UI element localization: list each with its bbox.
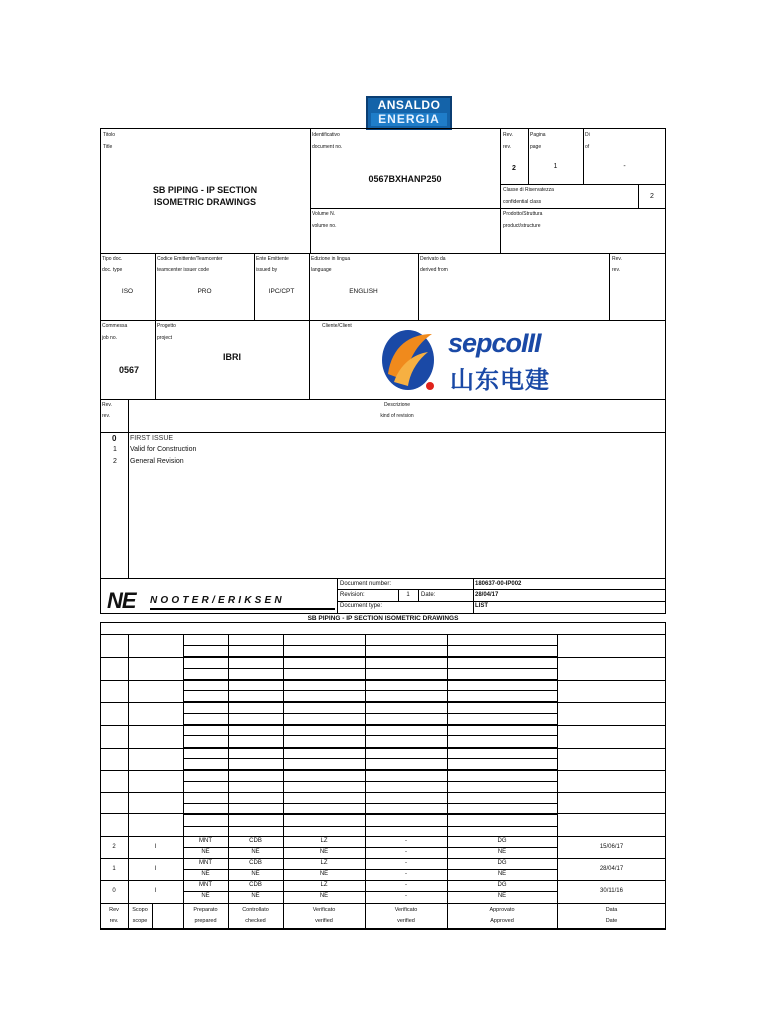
signoff-approved-2: NE [497, 871, 507, 877]
issued-by-label: issued by [256, 267, 278, 273]
grid-line [183, 713, 557, 714]
volume-no-label: volume no. [312, 223, 337, 229]
signoff-scope: I [154, 844, 157, 850]
job-no-label: job no. [102, 335, 118, 341]
signoff-prepared-2: NE [201, 849, 210, 855]
rev-label-en: rev. [503, 144, 511, 150]
grid-line [183, 792, 557, 793]
signoff-approved: DG [497, 860, 507, 866]
rev2-label-en: rev. [612, 267, 620, 273]
derived-from-label: derived from [420, 267, 448, 273]
signoff-verified-2: NE [319, 871, 329, 877]
rev-history-label-en: rev. [102, 413, 110, 419]
titolo-label: Titolo [103, 132, 116, 138]
signoff-verified-b: - [405, 838, 407, 844]
codice-label: Codice Emittente/Teamcenter [157, 256, 223, 262]
signoff-checked: CDB [249, 882, 262, 888]
grid-line [183, 803, 557, 804]
signoff-checked-2: NE [251, 893, 260, 899]
rev2-label: Rev. [612, 256, 622, 262]
doctype-value: LIST [475, 603, 488, 609]
doc-type-value: ISO [121, 288, 134, 295]
footer-scope-label: Scopo [132, 907, 148, 913]
grid-line [183, 690, 557, 691]
footer-scope-label-en: scope [132, 918, 148, 924]
grid-line [100, 634, 666, 635]
ansaldo-energia-logo [366, 96, 452, 130]
product-structure-label: product/structure [503, 223, 541, 229]
signoff-checked: CDB [249, 860, 262, 866]
signoff-checked-2: NE [251, 871, 260, 877]
footer-verified2-label-en: verified [397, 918, 415, 924]
job-no-value: 0567 [119, 365, 140, 375]
document-title: SB PIPING - IP SECTION ISOMETRIC DRAWINGS [152, 185, 258, 207]
revision-label: Revision: [340, 592, 365, 598]
date-value: 28/04/17 [475, 592, 499, 598]
grid-line [100, 929, 666, 930]
grid-line [100, 770, 666, 771]
page-value: 1 [553, 163, 558, 170]
revision-value: 1 [406, 592, 410, 598]
rev-0-desc: FIRST ISSUE [130, 435, 174, 442]
pagina-label: Pagina [530, 132, 546, 138]
edizione-label: Edizione in lingua [311, 256, 351, 262]
of-value: - [623, 163, 626, 170]
grid-line [183, 668, 557, 669]
signoff-verified-2: NE [319, 849, 329, 855]
doc-codes-row [100, 253, 666, 321]
footer-approved-label: Approvato [489, 907, 515, 913]
issuer-code-value: PRO [197, 288, 212, 295]
signoff-verified-2: NE [319, 893, 329, 899]
signoff-approved-2: NE [497, 849, 507, 855]
doctype-label: Document type: [340, 603, 383, 609]
grid-line [183, 656, 557, 657]
rev-0-number: 0 [112, 434, 117, 443]
rev-value: 2 [512, 165, 516, 172]
grid-line [100, 903, 666, 904]
grid-line [557, 634, 558, 929]
grid-line [183, 826, 557, 827]
revision-history-block [100, 399, 666, 579]
rev-label: Rev. [503, 132, 513, 138]
commessa-label: Commessa [102, 323, 128, 329]
rev-2-number: 2 [113, 458, 117, 465]
project-label: project [157, 335, 173, 341]
document-no-label: document no. [312, 144, 343, 150]
ne-logo: NE [107, 588, 136, 613]
grid-line [100, 725, 666, 726]
language-label: language [311, 267, 332, 273]
sepco-chinese-logo: 山东电建 [450, 367, 550, 394]
signoff-verified-b: - [405, 860, 407, 866]
signoff-scope: I [154, 866, 157, 872]
ente-label: Ente Emittente [256, 256, 289, 262]
rev-history-label: Rev. [102, 402, 112, 408]
grid-line [152, 903, 153, 929]
kind-of-revision-label: kind of revision [380, 413, 414, 419]
confidential-class-value: 2 [650, 193, 654, 200]
grid-line [183, 814, 557, 815]
identificativo-label: Identificativo [312, 132, 340, 138]
issued-by-value: IPC/CPT [268, 288, 295, 295]
prodotto-label: Prodotto/Struttura [503, 211, 543, 217]
signoff-checked-2: NE [251, 849, 260, 855]
rev-1-desc: Valid for Construction [130, 446, 197, 453]
grid-line [183, 769, 557, 770]
client-label: Cliente/Client [322, 323, 352, 329]
language-value: ENGLISH [349, 288, 378, 295]
grid-line [183, 781, 557, 782]
footer-verified2-label: Verificato [394, 907, 418, 913]
signoff-verified: LZ [320, 860, 328, 866]
project-value: IBRI [223, 352, 241, 362]
footer-checked-label: Controllato [242, 907, 269, 913]
grid-line [183, 724, 557, 725]
footer-checked-label-en: checked [245, 918, 266, 924]
signoff-date: 15/06/17 [599, 844, 624, 850]
signoff-rev: 1 [112, 866, 116, 872]
grid-line [100, 748, 666, 749]
footer-verified-label: Verificato [312, 907, 336, 913]
grid-line [128, 634, 129, 929]
signoff-prepared-2: NE [201, 871, 210, 877]
docnum-label: Document number: [340, 581, 392, 587]
docnum-value: 180637-00-IP002 [475, 581, 522, 587]
signoff-prepared-2: NE [201, 893, 210, 899]
sepco-logo-icon [380, 324, 440, 394]
signoff-prepared: MNT [199, 838, 212, 844]
logo-line2: ENERGIA [371, 113, 447, 126]
doc-type-label: doc. type [102, 267, 123, 273]
confidential-class-label: confidential class [503, 199, 542, 205]
signoff-date: 28/04/17 [599, 866, 624, 872]
grid-line [100, 702, 666, 703]
signoff-approved: DG [497, 838, 507, 844]
descrizione-label: Descrizione [383, 402, 411, 408]
footer-prepared-label-en: prepared [194, 918, 217, 924]
grid-line [183, 747, 557, 748]
grid-line [183, 758, 557, 759]
date-label: Date: [421, 592, 436, 598]
footer-date-label-en: Date [605, 918, 618, 924]
classe-label: Classe di Riservatezza [503, 187, 554, 193]
signoff-verified-b2: - [405, 893, 407, 899]
signoff-scope: I [154, 888, 157, 894]
signoff-verified: LZ [320, 882, 328, 888]
footer-date-label: Data [605, 907, 618, 913]
grid-line [100, 657, 666, 658]
footer-prepared-label: Preparato [193, 907, 218, 913]
derivato-label: Derivato da [420, 256, 446, 262]
signoff-rev: 0 [112, 888, 116, 894]
signoff-date: 30/11/16 [600, 888, 623, 894]
rev-2-desc: General Revision [130, 458, 184, 465]
grid-line [183, 735, 557, 736]
di-label: Di [585, 132, 590, 138]
footer-rev-label-en: rev. [109, 918, 119, 924]
nooter-subtitle: SB PIPING - IP SECTION ISOMETRIC DRAWINGS [307, 615, 459, 622]
tipo-doc-label: Tipo doc. [102, 256, 123, 262]
footer-rev-label: Rev [109, 907, 119, 913]
page-label: page [530, 144, 542, 150]
signoff-approved-2: NE [497, 893, 507, 899]
footer-approved-label-en: Approved [490, 918, 514, 924]
progetto-label: Progetto [157, 323, 176, 329]
title-label: Title [103, 144, 113, 150]
of-label: of [585, 144, 590, 150]
signoff-prepared: MNT [199, 882, 212, 888]
issuer-code-label: teamcenter issuer code [157, 267, 209, 273]
logo-line1: ANSALDO [377, 98, 441, 112]
grid-line [183, 701, 557, 702]
rev-1-number: 1 [113, 446, 117, 453]
signoff-checked: CDB [249, 838, 262, 844]
nooter-eriksen-name: NOOTER/ERIKSEN [150, 595, 285, 606]
signoff-verified-b2: - [405, 849, 407, 855]
document-number: 0567BXHANP250 [368, 174, 442, 184]
footer-verified-label-en: verified [315, 918, 333, 924]
signoff-rev: 2 [112, 844, 116, 850]
grid-line [183, 679, 557, 680]
signoff-prepared: MNT [199, 860, 212, 866]
signoff-approved: DG [497, 882, 507, 888]
volume-label: Volume N. [312, 211, 336, 217]
sepco-latin-logo: sepcoIII [448, 328, 541, 358]
signoff-verified-b2: - [405, 871, 407, 877]
signoff-verified: LZ [320, 838, 328, 844]
signoff-verified-b: - [405, 882, 407, 888]
grid-line [100, 680, 666, 681]
grid-line [183, 645, 557, 646]
